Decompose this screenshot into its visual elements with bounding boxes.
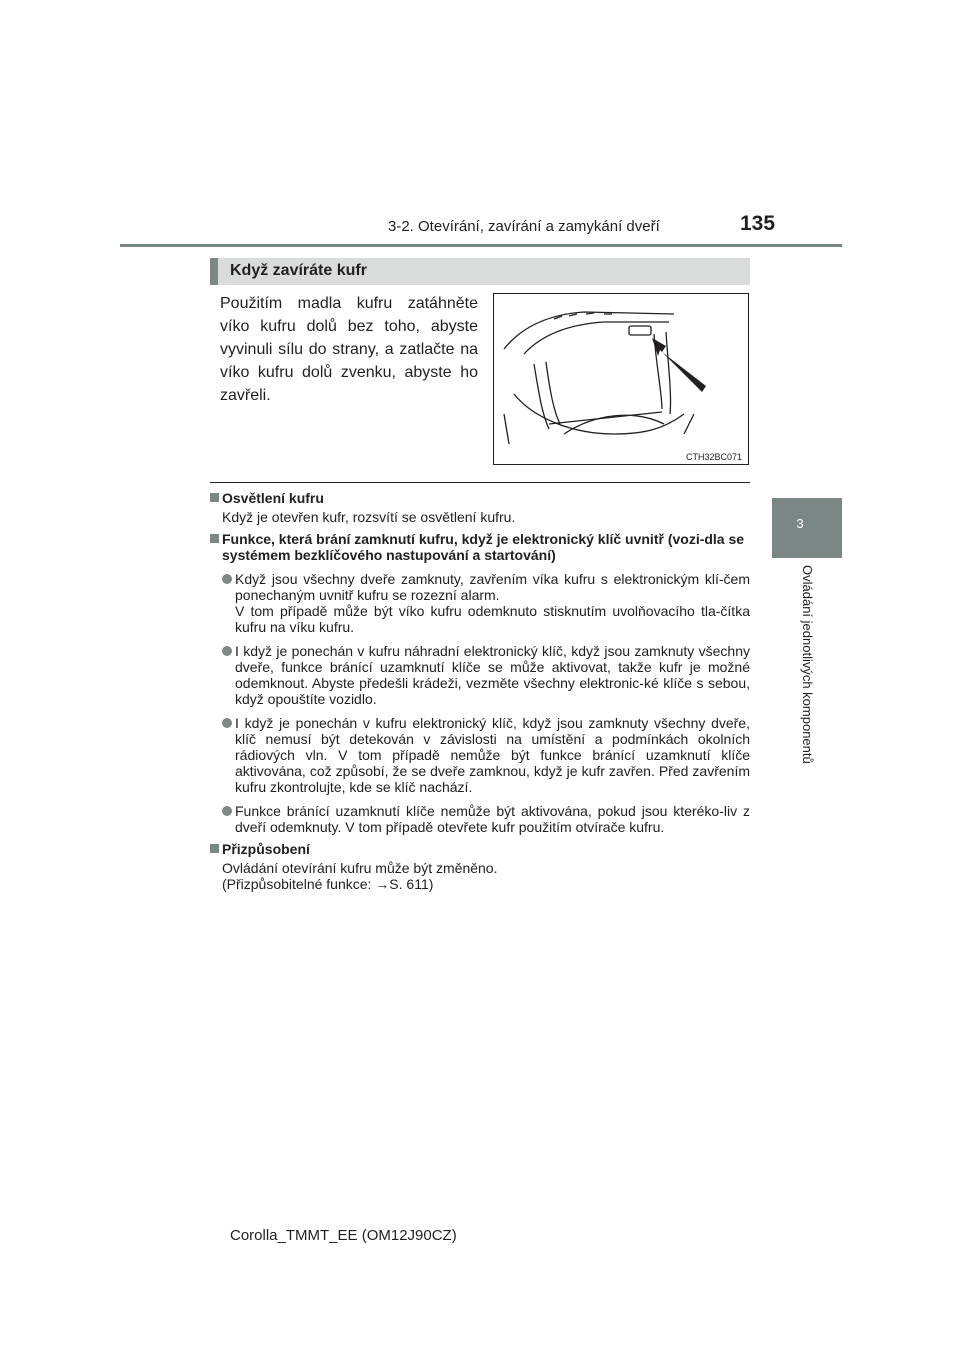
note-text-lighting: Když je otevřen kufr, rozsvítí se osvětlení kufru.	[222, 509, 516, 525]
page-number: 135	[740, 212, 776, 235]
square-bullet-icon	[210, 493, 219, 502]
footer-model: Corolla_TMMT_EE (OM12J90CZ)	[230, 1227, 457, 1244]
circle-bullet-icon	[222, 718, 232, 728]
header-divider	[120, 244, 842, 247]
illustration-code: CTH32BC071	[685, 452, 742, 462]
section-title: Když zavíráte kufr	[230, 262, 367, 279]
header-section-title: 3-2. Otevírání, zavírání a zamykání dveří	[388, 218, 660, 235]
chapter-title: Ovládání jednotlivých komponentů	[800, 565, 815, 764]
bullet-item: I když je ponechán v kufru náhradní elektronický klíč, když jsou zamknuty všechny dveře, funkce bránící uzamknutí klíče se může aktivovat, takže kufr je možné odemknout. Abyste předešli krádeži, vezměte všechny elektronic-ké klíče s sebou, když opouštíte vozidlo.	[210, 643, 750, 707]
notes-content	[210, 490, 750, 892]
section-divider	[210, 482, 750, 483]
note-text-customization: Ovládání otevírání kufru může být změněno. (Přizpůsobitelné funkce: →S. 611)	[210, 860, 750, 892]
bullet-item: I když je ponechán v kufru elektronický klíč, když jsou zamknuty všechny dveře, klíč nemusí být detekován v závislosti na umístění a podmínkách okolních rádiových vln. V tom případě nemůže být funkce bránící uzamknutí klíče aktivována, což způsobí, že se dveře zamknou, když je kufr zavřen. Před zavřením kufru zkontrolujte, kde se klíč nachází.	[210, 715, 750, 795]
note-heading-lighting: Osvětlení kufru	[210, 490, 750, 506]
circle-bullet-icon	[222, 574, 232, 584]
bullet-item: Když jsou všechny dveře zamknuty, zavřením víka kufru s elektronickým klí-čem ponechaným uvnitř kufru se rozezní alarm. V tom případě může být víko kufru odemknuto stisknutím uvolňovacího tla-čítka kufru na víku kufru.	[210, 571, 750, 635]
note-heading-key-protection: Funkce, která brání zamknutí kufru, když je elektronický klíč uvnitř (vozi-dla se systémem bezklíčového nastupování a startování)	[210, 531, 750, 563]
bullet-item: Funkce bránící uzamknutí klíče nemůže být aktivována, pokud jsou kteréko-liv z dveří odemknuty. V tom případě otevřete kufr použitím otvírače kufru.	[210, 803, 750, 835]
intro-paragraph: Použitím madla kufru zatáhněte víko kufru dolů bez toho, abyste vyvinuli sílu do strany, a zatlačte na víko kufru dolů zvenku, abyste ho zavřeli.	[220, 295, 478, 404]
chapter-number: 3	[796, 516, 804, 531]
circle-bullet-icon	[222, 806, 232, 816]
trunk-lid-drawing	[494, 294, 748, 464]
page-reference-link[interactable]: (Přizpůsobitelné funkce: →S. 611)	[222, 876, 434, 892]
circle-bullet-icon	[222, 646, 232, 656]
square-bullet-icon	[210, 844, 219, 853]
trunk-illustration	[493, 293, 749, 465]
chapter-tab	[772, 498, 842, 558]
note-heading-customization: Přizpůsobení	[210, 841, 750, 857]
section-heading	[210, 258, 750, 285]
square-bullet-icon	[210, 534, 219, 543]
